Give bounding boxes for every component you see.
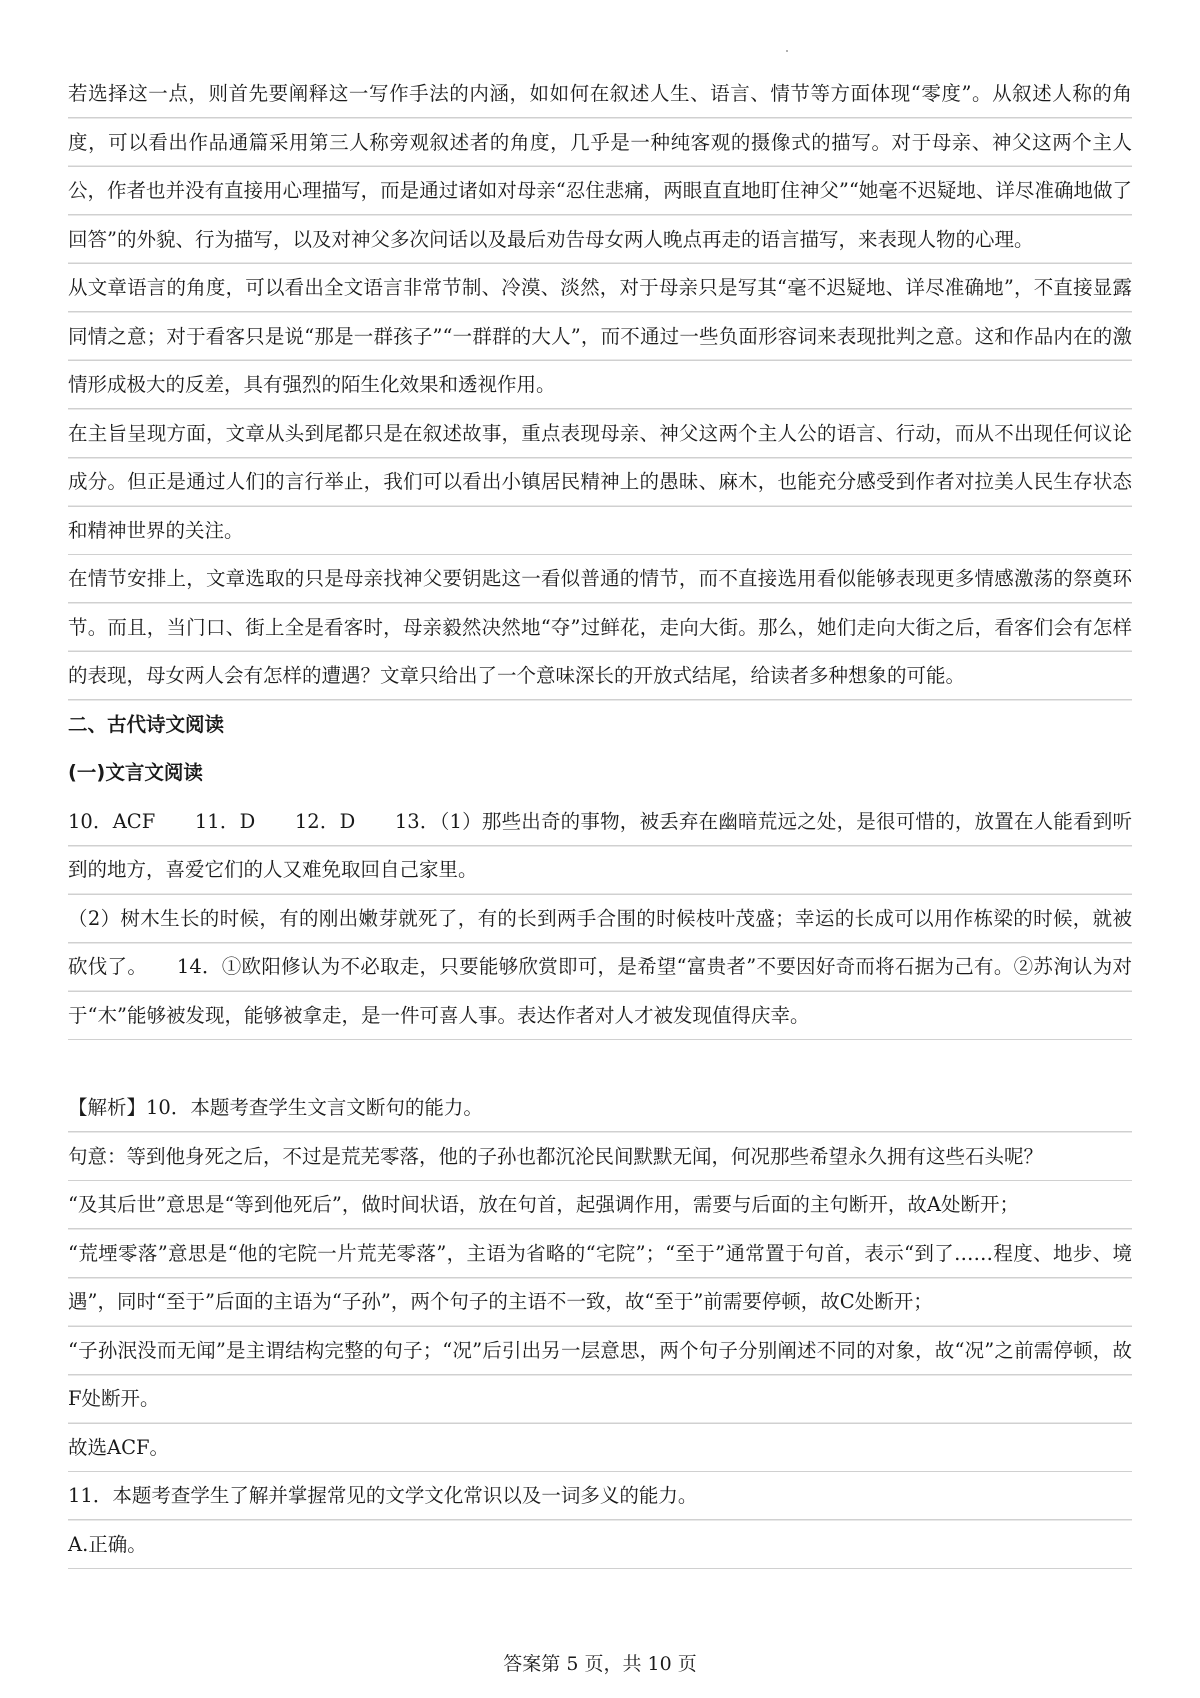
analysis-point-c: “荒堙零落”意思是“他的宅院一片荒芜零落”，主语为省略的“宅院”；“至于”通常置于句首，表示“到了……程度、地步、境遇”，同时“至于”后面的主语为“子孙”，两个句子的主语不一致，故“至于”前需要停顿，故C处断开； xyxy=(68,1230,1132,1327)
analysis-intro: 【解析】10．本题考查学生文言文断句的能力。 xyxy=(68,1084,1132,1133)
section-heading: 二、古代诗文阅读 xyxy=(68,712,225,736)
paragraph-narration: 若选择这一点，则首先要阐释这一写作手法的内涵，如如何在叙述人生、语言、情节等方面体现“零度”。从叙述人称的角度，可以看出作品通篇采用第三人称旁观叙述者的角度，几乎是一种纯客观的摄像式的描写。对于母亲、神父这两个主人公，作者也并没有直接用心理描写，而是通过诸如对母亲“忍住悲痛，两眼直直地盯住神父”“她毫不迟疑地、详尽准确地做了回答”的外貌、行为描写，以及对神父多次问话以及最后劝告母女两人晚点再走的语言描写，来表现人物的心理。 xyxy=(68,70,1132,264)
answer-line-1: 10．ACF 11．D 12．D 13．（1）那些出奇的事物，被丢弃在幽暗荒远之处，是很可惜的，放置在人能看到听到的地方，喜爱它们的人又难免取回自己家里。 xyxy=(68,798,1132,895)
paragraph-language: 从文章语言的角度，可以看出全文语言非常节制、冷漠、淡然，对于母亲只是写其“毫不迟疑地、详尽准确地”，不直接显露同情之意；对于看客只是说“那是一群孩子”“一群群的大人”，而不通过一些负面形容词来表现批判之意。这和作品内在的激情形成极大的反差，具有强烈的陌生化效果和透视作用。 xyxy=(68,264,1132,410)
paragraph-theme: 在主旨呈现方面，文章从头到尾都只是在叙述故事，重点表现母亲、神父这两个主人公的语言、行动，而从不出现任何议论成分。但正是通过人们的言行举止，我们可以看出小镇居民精神上的愚昧、麻木，也能充分感受到作者对拉美人民生存状态和精神世界的关注。 xyxy=(68,410,1132,556)
analysis-choice: 故选ACF。 xyxy=(68,1424,1132,1473)
paragraph-plot: 在情节安排上，文章选取的只是母亲找神父要钥匙这一看似普通的情节，而不直接选用看似能够表现更多情感激荡的祭奠环节。而且，当门口、街上全是看客时，母亲毅然决然地“夺”过鲜花，走向大街。那么，她们走向大街之后，看客们会有怎样的表现，母女两人会有怎样的遭遇？文章只给出了一个意味深长的开放式结尾，给读者多种想象的可能。 xyxy=(68,555,1132,701)
analysis-point-f: “子孙泯没而无闻”是主谓结构完整的句子；“况”后引出另一层意思，两个句子分别阐述不同的对象，故“况”之前需停顿，故F处断开。 xyxy=(68,1327,1132,1424)
analysis-a-correct: A.正确。 xyxy=(68,1521,1132,1570)
subsection-heading: (一)文言文阅读 xyxy=(68,761,203,784)
answer-line-2: （2）树木生长的时候，有的刚出嫩芽就死了，有的长到两手合围的时候枝叶茂盛；幸运的长成可以用作栋梁的时候，就被砍伐了。 14．①欧阳修认为不必取走，只要能够欣赏即可，是希望“富贵者”不要因好奇而将石据为己有。②苏洵认为对于“木”能够被发现，能够被拿走，是一件可喜人事。表达作者对人才被发现值得庆幸。 xyxy=(68,895,1132,1041)
analysis-point-a: “及其后世”意思是“等到他死后”，做时间状语，放在句首，起强调作用，需要与后面的主句断开，故A处断开； xyxy=(68,1181,1132,1230)
page-content xyxy=(68,70,1132,1569)
scan-dot xyxy=(786,50,788,52)
analysis-meaning: 句意：等到他身死之后，不过是荒芜零落，他的子孙也都沉沦民间默默无闻，何况那些希望永久拥有这些石头呢？ xyxy=(68,1133,1132,1182)
analysis-q11: 11．本题考查学生了解并掌握常见的文学文化常识以及一词多义的能力。 xyxy=(68,1472,1132,1521)
page-footer: 答案第 5 页，共 10 页 xyxy=(503,1653,697,1675)
spacer xyxy=(68,1040,1132,1084)
